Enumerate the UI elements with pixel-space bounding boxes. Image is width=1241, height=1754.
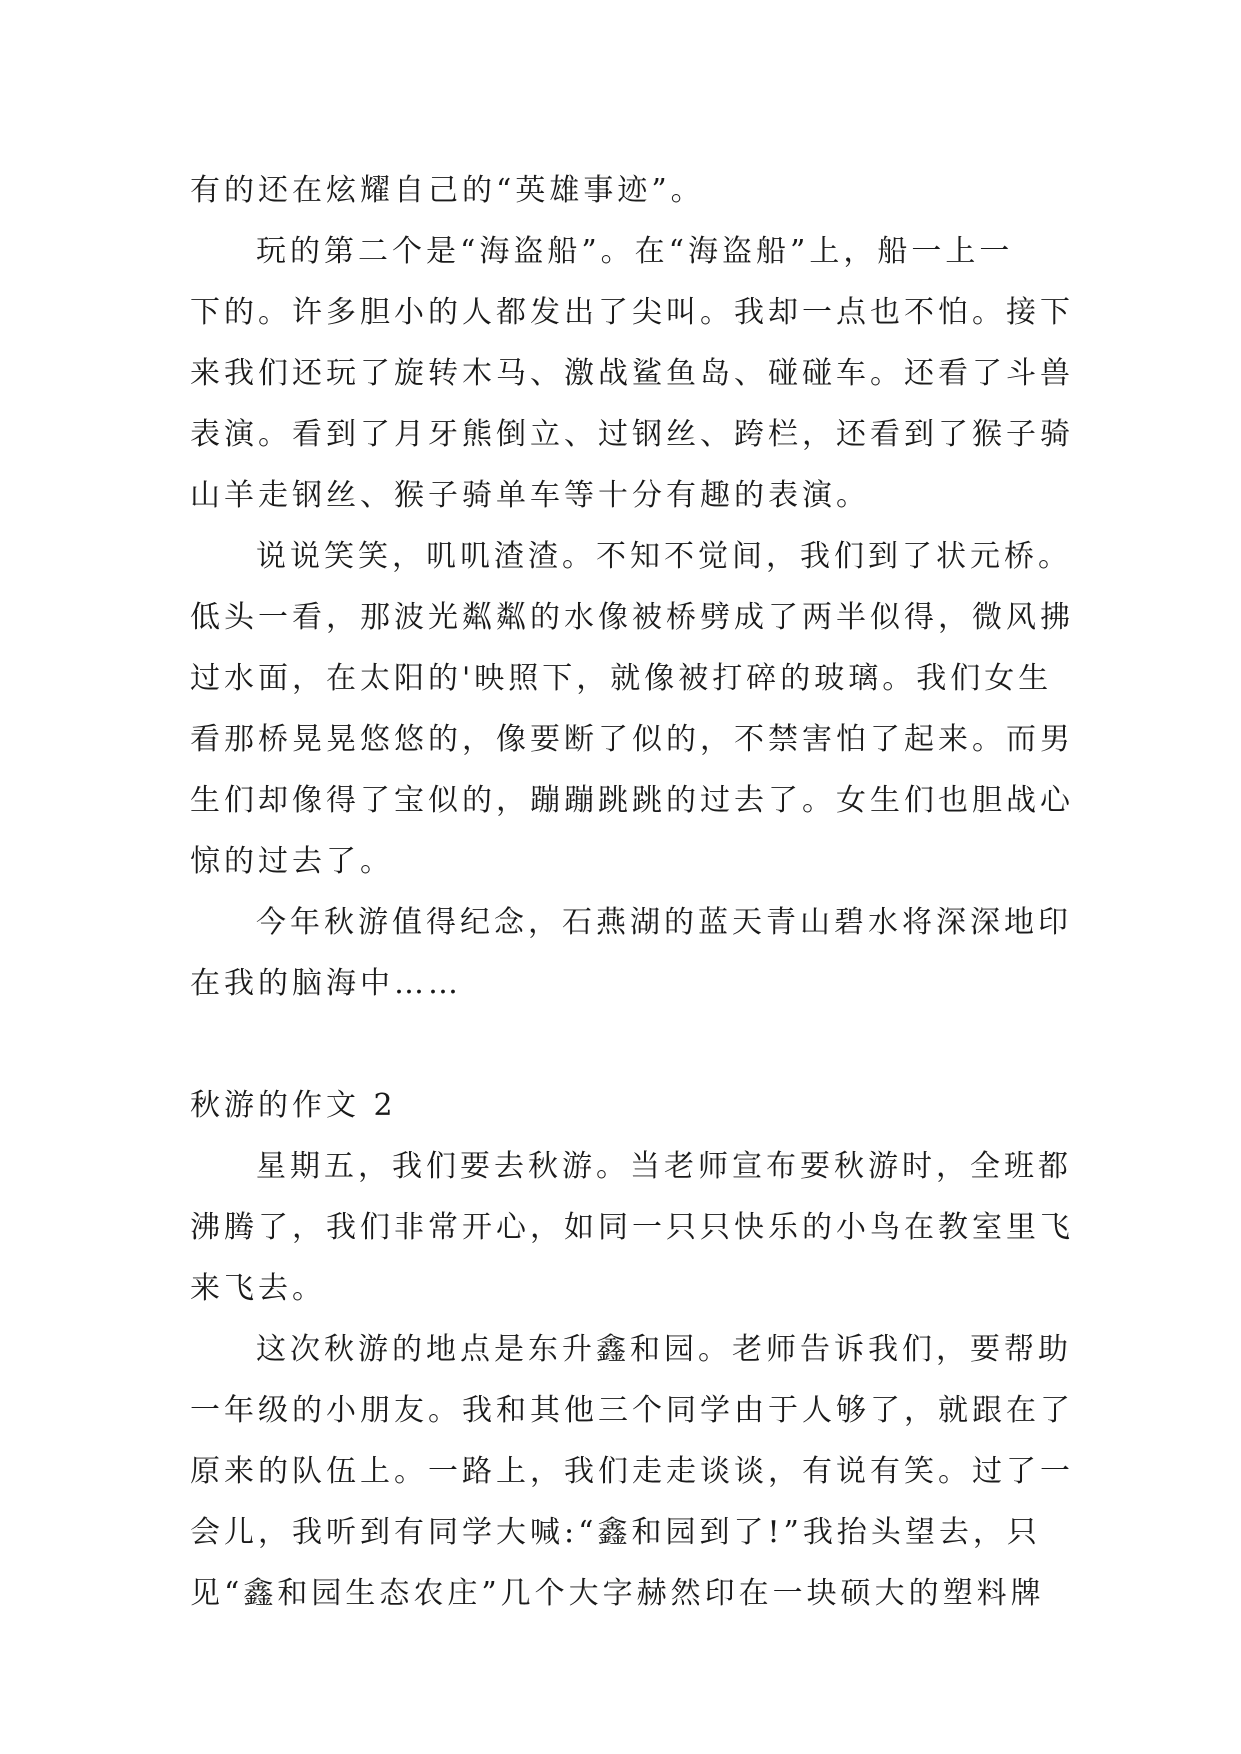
- paragraph-start-line: 说说笑笑，叽叽渣渣。不知不觉间，我们到了状元桥。: [256, 539, 1072, 574]
- text-line: 山羊走钢丝、猴子骑单车等十分有趣的表演。: [190, 478, 870, 513]
- blank-spacer: [190, 1014, 1060, 1075]
- text-line: 生们却像得了宝似的，蹦蹦跳跳的过去了。女生们也胆战心: [190, 783, 1074, 818]
- section-title: 秋游的作文 2: [190, 1088, 397, 1123]
- paragraph-start-line: 今年秋游值得纪念，石燕湖的蓝天青山碧水将深深地印: [256, 905, 1072, 940]
- text-line: 看那桥晃晃悠悠的，像要断了似的，不禁害怕了起来。而男: [190, 722, 1074, 757]
- paragraph-start-line: 这次秋游的地点是东升鑫和园。老师告诉我们，要帮助: [256, 1332, 1072, 1367]
- paragraph-start-line: 星期五，我们要去秋游。当老师宣布要秋游时，全班都: [256, 1149, 1072, 1184]
- text-line: 沸腾了，我们非常开心，如同一只只快乐的小鸟在教室里飞: [190, 1210, 1074, 1245]
- text-line: 来我们还玩了旋转木马、激战鲨鱼岛、碰碰车。还看了斗兽: [190, 356, 1074, 391]
- text-line: 过水面，在太阳的'映照下，就像被打碎的玻璃。我们女生: [190, 661, 1053, 696]
- paragraph-start-line: 玩的第二个是“海盗船”。在“海盗船”上，船一上一: [256, 234, 1014, 269]
- text-line: 表演。看到了月牙熊倒立、过钢丝、跨栏，还看到了猴子骑: [190, 417, 1074, 452]
- text-line: 会儿，我听到有同学大喊:“鑫和园到了!”我抬头望去，只: [190, 1515, 1041, 1550]
- text-line: 有的还在炫耀自己的“英雄事迹”。: [190, 173, 705, 208]
- document-body: [190, 160, 1074, 1624]
- text-line: 下的。许多胆小的人都发出了尖叫。我却一点也不怕。接下: [190, 295, 1074, 330]
- text-line: 见“鑫和园生态农庄”几个大字赫然印在一块硕大的塑料牌: [190, 1576, 1045, 1611]
- text-line: 一年级的小朋友。我和其他三个同学由于人够了，就跟在了: [190, 1393, 1074, 1428]
- text-line: 惊的过去了。: [190, 844, 394, 879]
- text-line: 来飞去。: [190, 1271, 326, 1306]
- text-line: 原来的队伍上。一路上，我们走走谈谈，有说有笑。过了一: [190, 1454, 1074, 1489]
- text-line: 低头一看，那波光粼粼的水像被桥劈成了两半似得，微风拂: [190, 600, 1074, 635]
- text-line: 在我的脑海中……: [190, 966, 462, 1001]
